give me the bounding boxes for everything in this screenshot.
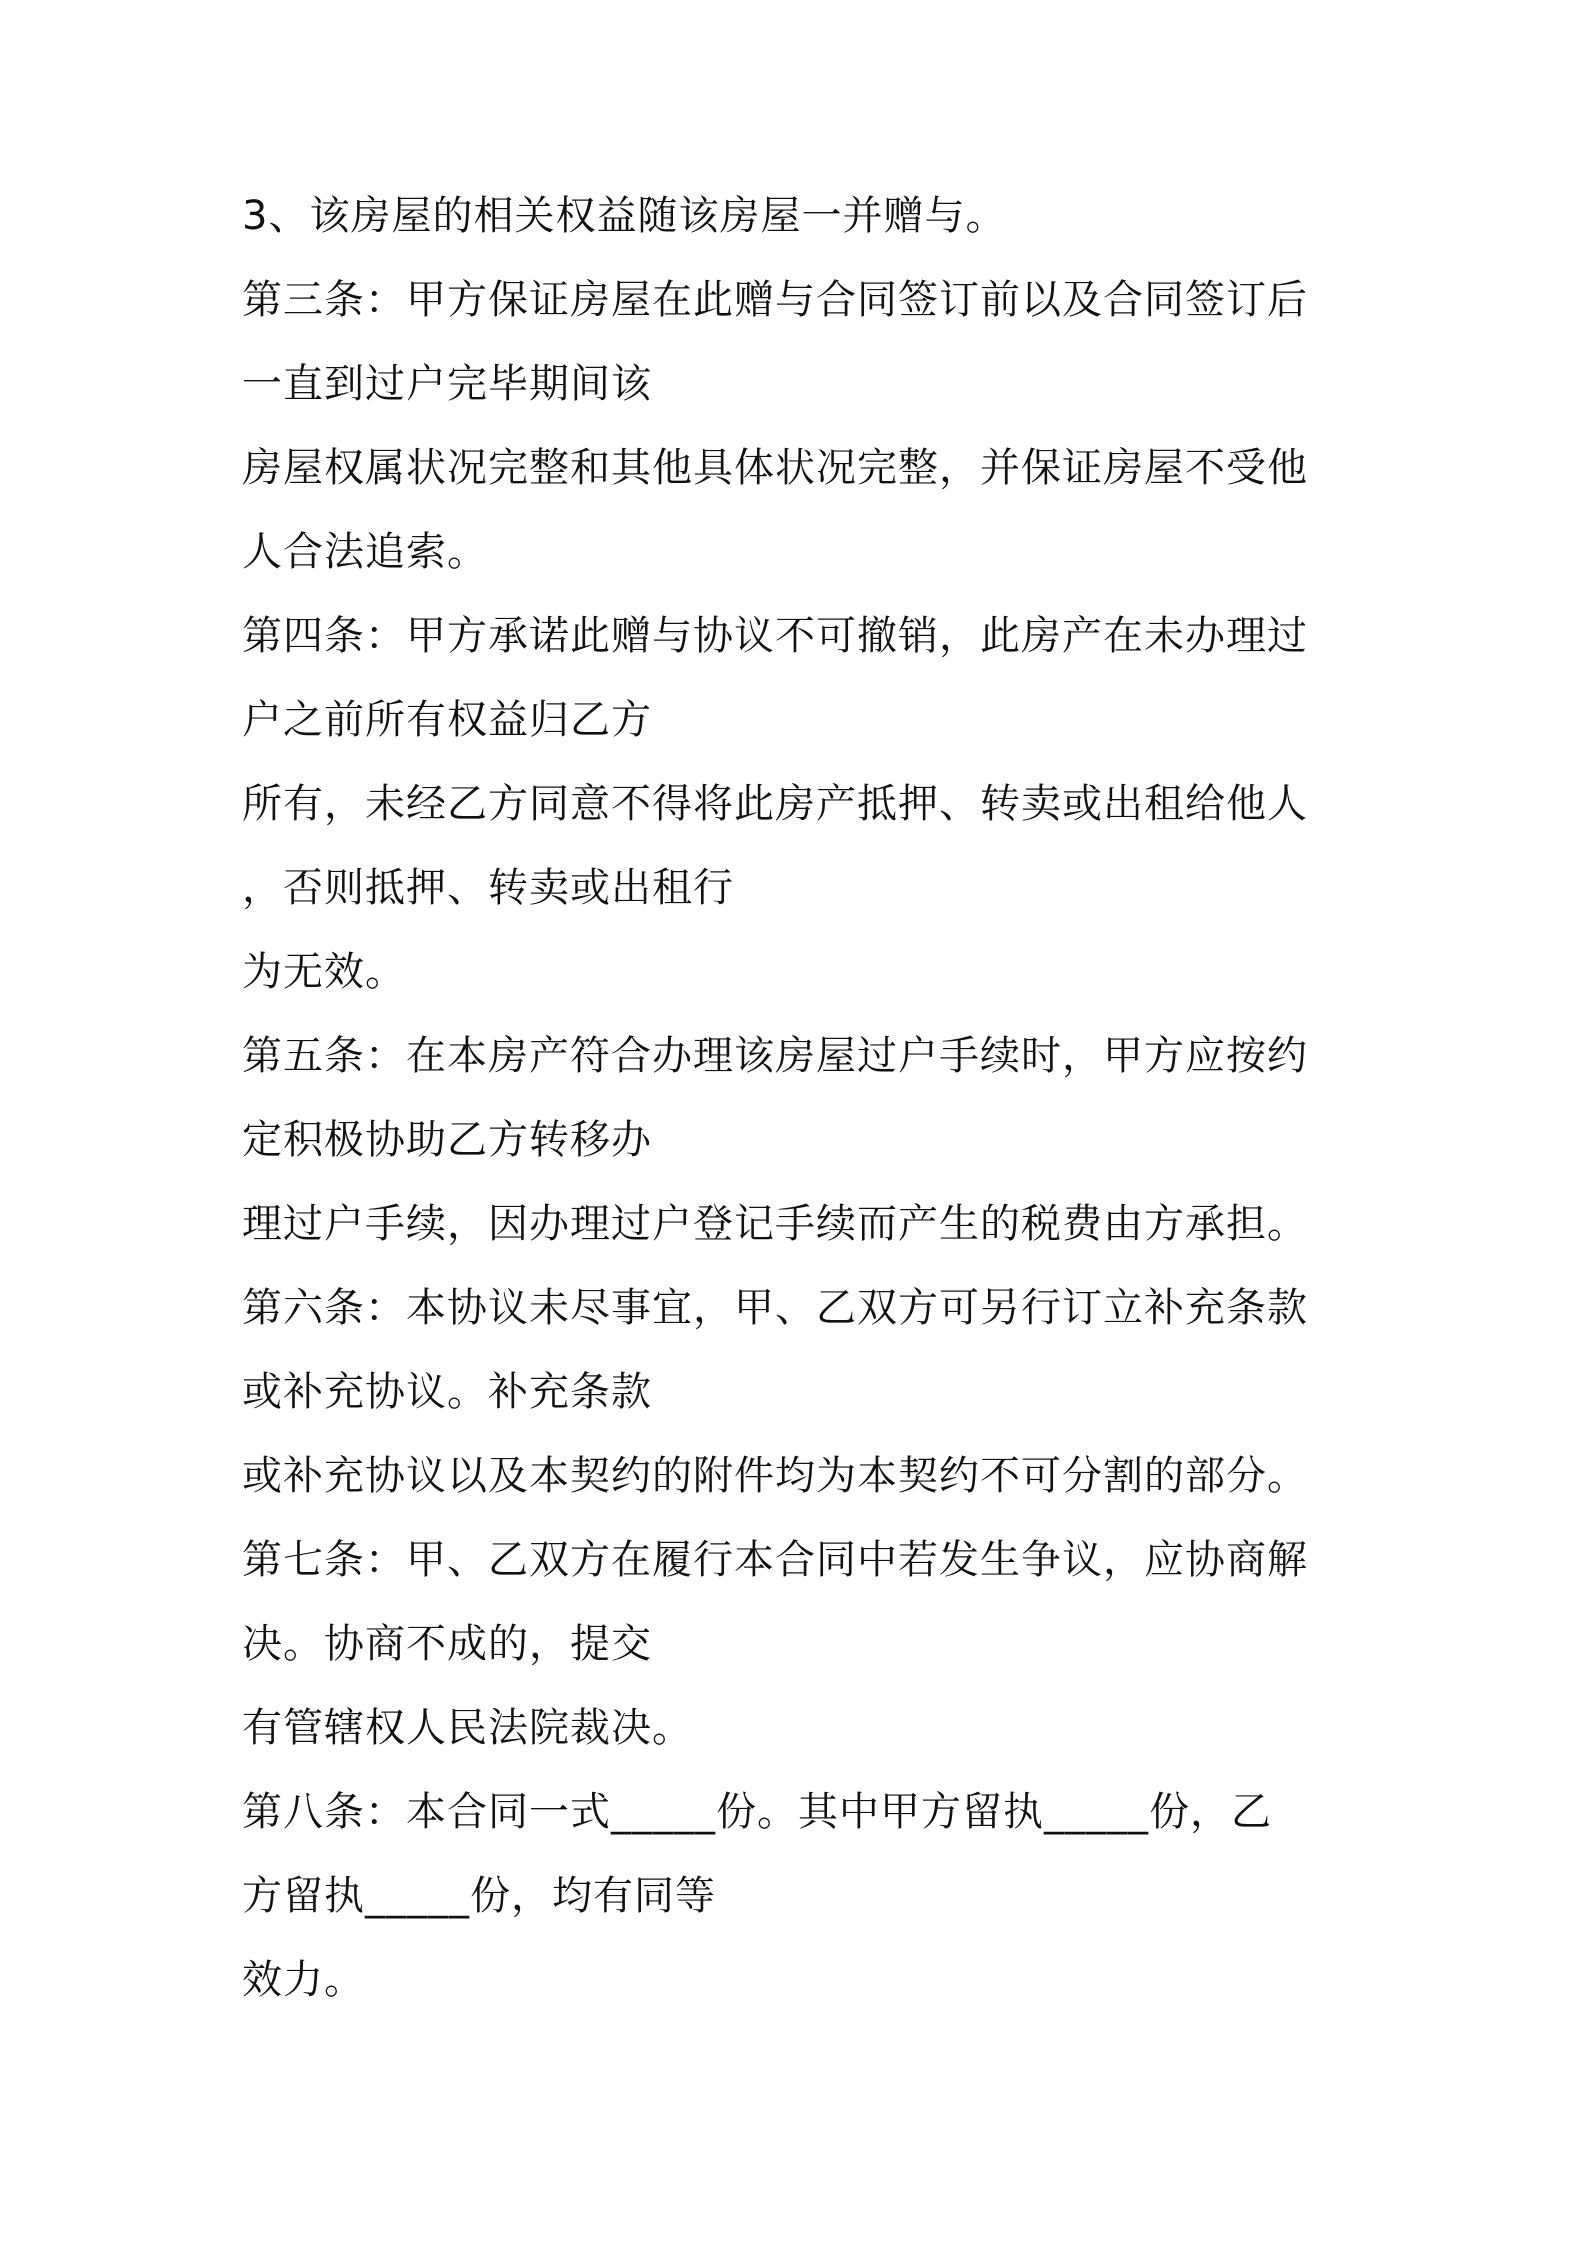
line-21: 方留执_____份，均有同等 <box>242 1873 716 1919</box>
line-02: 第三条：甲方保证房屋在此赠与合同签订前以及合同签订后 <box>242 277 1308 323</box>
line-20: 第八条：本合同一式_____份。其中甲方留执_____份，乙 <box>242 1789 1272 1835</box>
line-16: 或补充协议以及本契约的附件均为本契约不可分割的部分。 <box>242 1453 1308 1499</box>
line-01: 3、该房屋的相关权益随该房屋一并赠与。 <box>242 193 1007 239</box>
line-03: 一直到过户完毕期间该 <box>242 361 652 407</box>
line-05: 人合法追索。 <box>242 529 488 575</box>
line-15: 或补充协议。补充条款 <box>242 1369 652 1415</box>
line-10: 为无效。 <box>242 949 406 995</box>
line-07: 户之前所有权益归乙方 <box>242 697 652 743</box>
line-14: 第六条：本协议未尽事宜，甲、乙双方可另行订立补充条款 <box>242 1285 1308 1331</box>
line-18: 决。协商不成的，提交 <box>242 1621 652 1667</box>
line-06: 第四条：甲方承诺此赠与协议不可撤销，此房产在未办理过 <box>242 613 1308 659</box>
line-13: 理过户手续，因办理过户登记手续而产生的税费由方承担。 <box>242 1201 1308 1247</box>
line-22: 效力。 <box>242 1957 365 2003</box>
line-08: 所有，未经乙方同意不得将此房产抵押、转卖或出租给他人 <box>242 781 1308 827</box>
line-19: 有管辖权人民法院裁决。 <box>242 1705 693 1751</box>
line-17: 第七条：甲、乙双方在履行本合同中若发生争议，应协商解 <box>242 1537 1308 1583</box>
line-12: 定积极协助乙方转移办 <box>242 1117 652 1163</box>
line-11: 第五条：在本房产符合办理该房屋过户手续时，甲方应按约 <box>242 1033 1308 1079</box>
line-09: ，否则抵押、转卖或出租行 <box>242 865 734 911</box>
line-04: 房屋权属状况完整和其他具体状况完整，并保证房屋不受他 <box>242 445 1308 491</box>
